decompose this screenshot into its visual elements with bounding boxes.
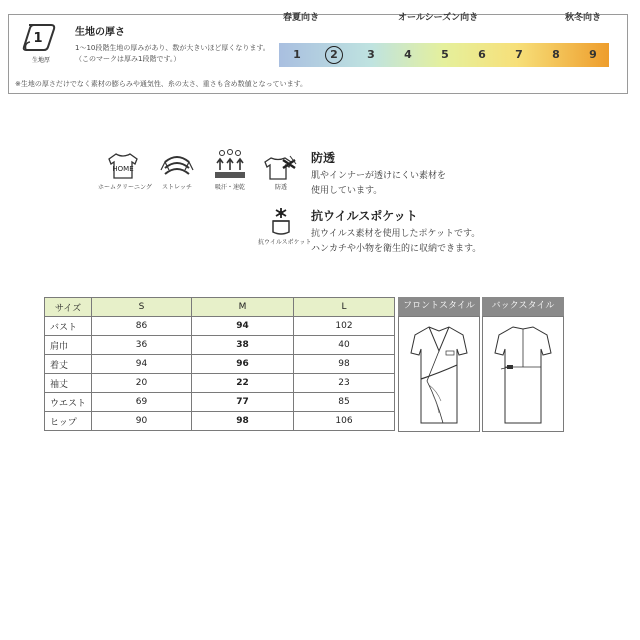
anti-see-through-icon (261, 150, 301, 182)
cell-s: 20 (92, 374, 192, 393)
thickness-number: 1 (33, 31, 43, 46)
cell-l: 98 (294, 355, 395, 374)
table-row (45, 336, 395, 355)
table-row (45, 393, 395, 412)
scale-value: 8 (552, 48, 560, 61)
scale-value: 4 (404, 48, 412, 61)
size-header-s: S (92, 298, 192, 317)
scale-value: 7 (515, 48, 523, 61)
thickness-title: 生地の厚さ (75, 27, 125, 38)
cell-l: 23 (294, 374, 395, 393)
size-header-l: L (294, 298, 395, 317)
row-label: 肩巾 (45, 336, 92, 355)
scale-value: 1 (293, 48, 301, 61)
front-style-header: フロントスタイル (398, 297, 480, 316)
home-cleaning-icon (103, 150, 143, 182)
antivirus-pocket-text-2: ハンカチや小物を衛生的に収納できます。 (311, 244, 482, 254)
sweat-absorb-icon (210, 148, 250, 182)
fabric-thickness-badge (21, 21, 61, 69)
scale-value: 5 (441, 48, 449, 61)
row-label: ウエスト (45, 393, 92, 412)
row-label: バスト (45, 317, 92, 336)
cell-m: 77 (192, 393, 294, 412)
dress-front-icon (407, 321, 471, 427)
size-header-m: M (192, 298, 294, 317)
scale-label-autumn-winter: 秋冬向き (565, 13, 602, 23)
cell-s: 36 (92, 336, 192, 355)
row-label: ヒップ (45, 412, 92, 431)
thickness-note: ※生地の厚さだけでなく素材の膨らみや通気性、糸の太さ、重さも含め数値となっています。 (15, 80, 308, 88)
scale-label-all-season: オールシーズン向き (398, 13, 479, 23)
cell-l: 106 (294, 412, 395, 431)
scale-label-spring-summer: 春夏向き (283, 13, 320, 23)
cell-s: 86 (92, 317, 192, 336)
stretch-label: ストレッチ (162, 184, 192, 191)
cell-m: 98 (192, 412, 294, 431)
cell-l: 40 (294, 336, 395, 355)
scale-value: 3 (367, 48, 375, 61)
antivirus-pocket-title: 抗ウイルスポケット (311, 209, 418, 223)
size-table-header (45, 298, 395, 317)
feature-home-cleaning (98, 150, 152, 191)
cell-l: 85 (294, 393, 395, 412)
sweat-absorb-label: 吸汗・速乾 (214, 184, 245, 191)
scale-value: 6 (478, 48, 486, 61)
stretch-icon (157, 150, 197, 182)
back-style-illustration (482, 316, 564, 432)
table-row (45, 412, 395, 431)
anti-see-through-text-1: 肌やインナーが透けにくい素材を (311, 171, 447, 181)
antivirus-pocket-icon (261, 205, 301, 237)
home-text: HOME (112, 165, 134, 173)
front-style-illustration (398, 316, 480, 432)
cell-s: 94 (92, 355, 192, 374)
anti-see-through-text-2: 使用しています。 (311, 186, 383, 196)
fabric-sheet-icon (21, 21, 61, 55)
row-label: 袖丈 (45, 374, 92, 393)
antivirus-pocket-text-1: 抗ウイルス素材を使用したポケットです。 (311, 229, 481, 239)
back-style-header: バックスタイル (482, 297, 564, 316)
thickness-description-1: 1〜10段階生地の厚みがあり、数が大きいほど厚くなります。 (75, 44, 270, 52)
anti-see-through-label: 防透 (274, 184, 287, 191)
table-row (45, 355, 395, 374)
cell-s: 90 (92, 412, 192, 431)
antivirus-pocket-icon-label: 抗ウイルスポケット (258, 239, 312, 246)
anti-see-through-title: 防透 (311, 151, 336, 165)
thickness-description-2: （このマークは厚み1段階です。） (75, 55, 181, 63)
scale-value-selected: 2 (324, 43, 344, 67)
cell-l: 102 (294, 317, 395, 336)
cell-m: 96 (192, 355, 294, 374)
table-row (45, 317, 395, 336)
size-table (44, 297, 395, 431)
feature-anti-see-through (258, 150, 304, 191)
feature-antivirus-pocket (258, 205, 312, 246)
cell-s: 69 (92, 393, 192, 412)
feature-stretch (152, 150, 202, 191)
cell-m: 94 (192, 317, 294, 336)
cell-m: 22 (192, 374, 294, 393)
scale-value: 9 (589, 48, 597, 61)
feature-sweat-absorb (205, 148, 255, 191)
thickness-icon-label: 生地厚 (31, 57, 50, 64)
cell-m: 38 (192, 336, 294, 355)
dress-back-icon (491, 321, 555, 427)
table-row (45, 374, 395, 393)
row-label: 着丈 (45, 355, 92, 374)
home-cleaning-label: ホームクリーニング (98, 184, 152, 191)
size-header-label: サイズ (45, 298, 92, 317)
